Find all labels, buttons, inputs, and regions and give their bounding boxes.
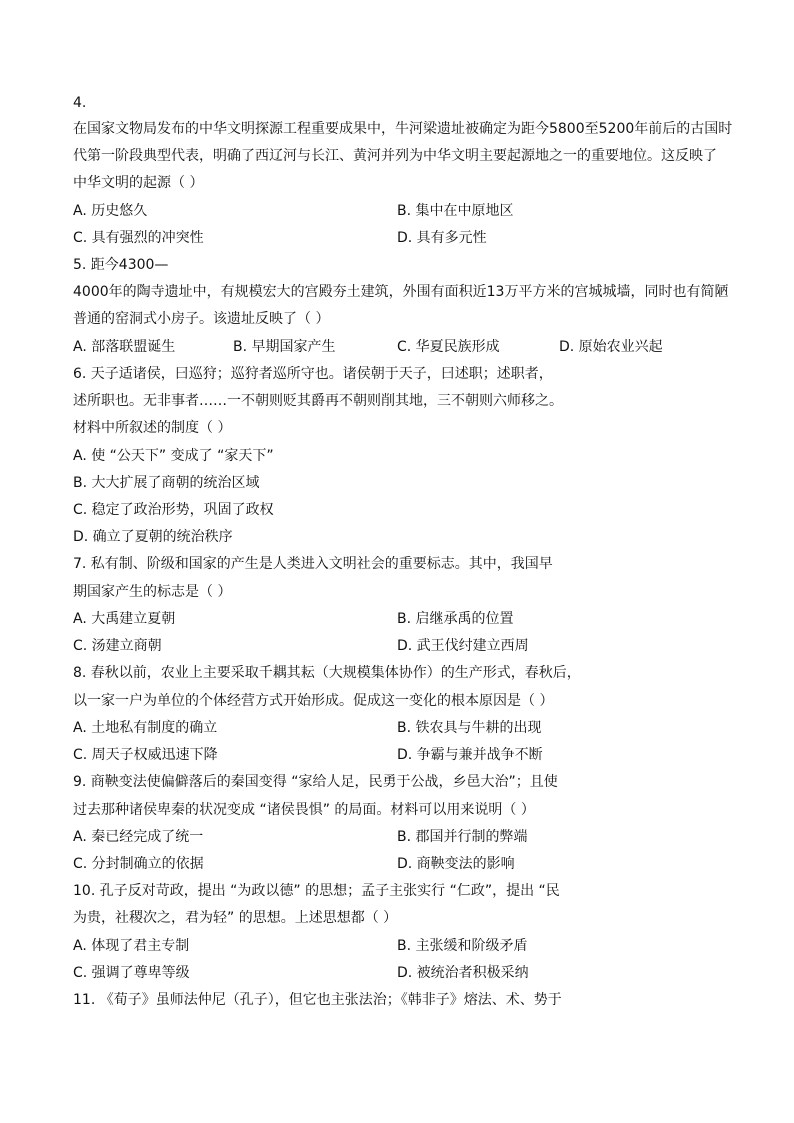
- q10-option-a: A. 体现了君主专制: [73, 938, 190, 954]
- q5-stem-line-1: 5. 距今4300—: [73, 257, 169, 273]
- q9-stem-line-2: 过去那种诸侯卑秦的状况变成 “诸侯畏惧” 的局面。材料可以用来说明（ ）: [73, 802, 535, 818]
- q6-stem-line-3: 材料中所叙述的制度（ ）: [73, 420, 232, 436]
- q5-option-c: C. 华夏民族形成: [397, 339, 500, 355]
- q5-stem-line-2: 4000年的陶寺遗址中，有规模宏大的宫殿夯土建筑，外围有面积近13万平方米的宫城城墙，同时也有简陋: [73, 284, 729, 300]
- q8-option-b: B. 铁农具与牛耕的出现: [397, 720, 542, 736]
- q8-option-d: D. 争霸与兼并战争不断: [397, 747, 543, 763]
- q10-stem-line-2: 为贵，社稷次之，君为轻” 的思想。上述思想都（ ）: [73, 910, 398, 926]
- q6-option-b: B. 大大扩展了商朝的统治区域: [73, 475, 260, 491]
- q9-option-b: B. 郡国并行制的弊端: [397, 829, 528, 845]
- q4-stem-line-4: 中华文明的起源（ ）: [73, 175, 204, 191]
- q4-option-a: A. 历史悠久: [73, 203, 148, 219]
- q5-option-b: B. 早期国家产生: [233, 339, 336, 355]
- q8-stem-line-2: 以一家一户为单位的个体经营方式开始形成。促成这一变化的根本原因是（ ）: [73, 693, 554, 709]
- q9-option-c: C. 分封制确立的依据: [73, 856, 204, 872]
- q6-option-c: C. 稳定了政治形势，巩固了政权: [73, 502, 274, 518]
- q8-stem-line-1: 8. 春秋以前，农业上主要采取千耦其耘（大规模集体协作）的生产形式，春秋后，: [73, 665, 581, 681]
- q10-option-b: B. 主张缓和阶级矛盾: [397, 938, 528, 954]
- q4-stem-line-3: 代第一阶段典型代表，明确了西辽河与长江、黄河并列为中华文明主要起源地之一的重要地位。这反映了: [73, 148, 717, 164]
- q7-option-d: D. 武王伐纣建立西周: [397, 638, 529, 654]
- q9-option-d: D. 商鞅变法的影响: [397, 856, 515, 872]
- q6-option-a: A. 使 “公天下” 变成了 “家天下”: [73, 448, 274, 464]
- q7-stem-line-2: 期国家产生的标志是（ ）: [73, 584, 232, 600]
- q6-stem-line-1: 6. 天子适诸侯，曰巡狩；巡狩者巡所守也。诸侯朝于天子，曰述职；述职者，: [73, 366, 553, 382]
- q4-option-b: B. 集中在中原地区: [397, 203, 514, 219]
- q4-stem-line-1: 4.: [73, 95, 87, 111]
- q7-option-a: A. 大禹建立夏朝: [73, 611, 176, 627]
- q4-option-c: C. 具有强烈的冲突性: [73, 230, 204, 246]
- q4-stem-line-2: 在国家文物局发布的中华文明探源工程重要成果中，牛河梁遗址被确定为距今5800至5200年前后的古国时: [73, 121, 733, 137]
- q10-option-c: C. 强调了尊卑等级: [73, 965, 190, 981]
- q5-option-a: A. 部落联盟诞生: [73, 339, 176, 355]
- q7-option-c: C. 汤建立商朝: [73, 638, 162, 654]
- q7-stem-line-1: 7. 私有制、阶级和国家的产生是人类进入文明社会的重要标志。其中，我国早: [73, 556, 553, 572]
- q8-option-a: A. 土地私有制度的确立: [73, 720, 218, 736]
- q5-option-d: D. 原始农业兴起: [559, 339, 663, 355]
- q6-option-d: D. 确立了夏朝的统治秩序: [73, 529, 233, 545]
- q6-stem-line-2: 述所职也。无非事者……一不朝则贬其爵再不朝则削其地，三不朝则六师移之。: [73, 393, 563, 409]
- q8-option-c: C. 周天子权威迅速下降: [73, 747, 218, 763]
- q10-stem-line-1: 10. 孔子反对苛政，提出 “为政以德” 的思想；孟子主张实行 “仁政”，提出 “民: [73, 883, 560, 899]
- q11-stem-line-1: 11. 《荀子》虽师法仲尼（孔子），但它也主张法治；《韩非子》熔法、术、势于: [73, 992, 562, 1008]
- q5-stem-line-3: 普通的窑洞式小房子。该遗址反映了（ ）: [73, 311, 330, 327]
- q7-option-b: B. 启继承禹的位置: [397, 611, 514, 627]
- q9-stem-line-1: 9. 商鞅变法使偏僻落后的秦国变得 “家给人足，民勇于公战，乡邑大治”；且使: [73, 774, 558, 790]
- q4-option-d: D. 具有多元性: [397, 230, 487, 246]
- q9-option-a: A. 秦已经完成了统一: [73, 829, 204, 845]
- q10-option-d: D. 被统治者积极采纳: [397, 965, 529, 981]
